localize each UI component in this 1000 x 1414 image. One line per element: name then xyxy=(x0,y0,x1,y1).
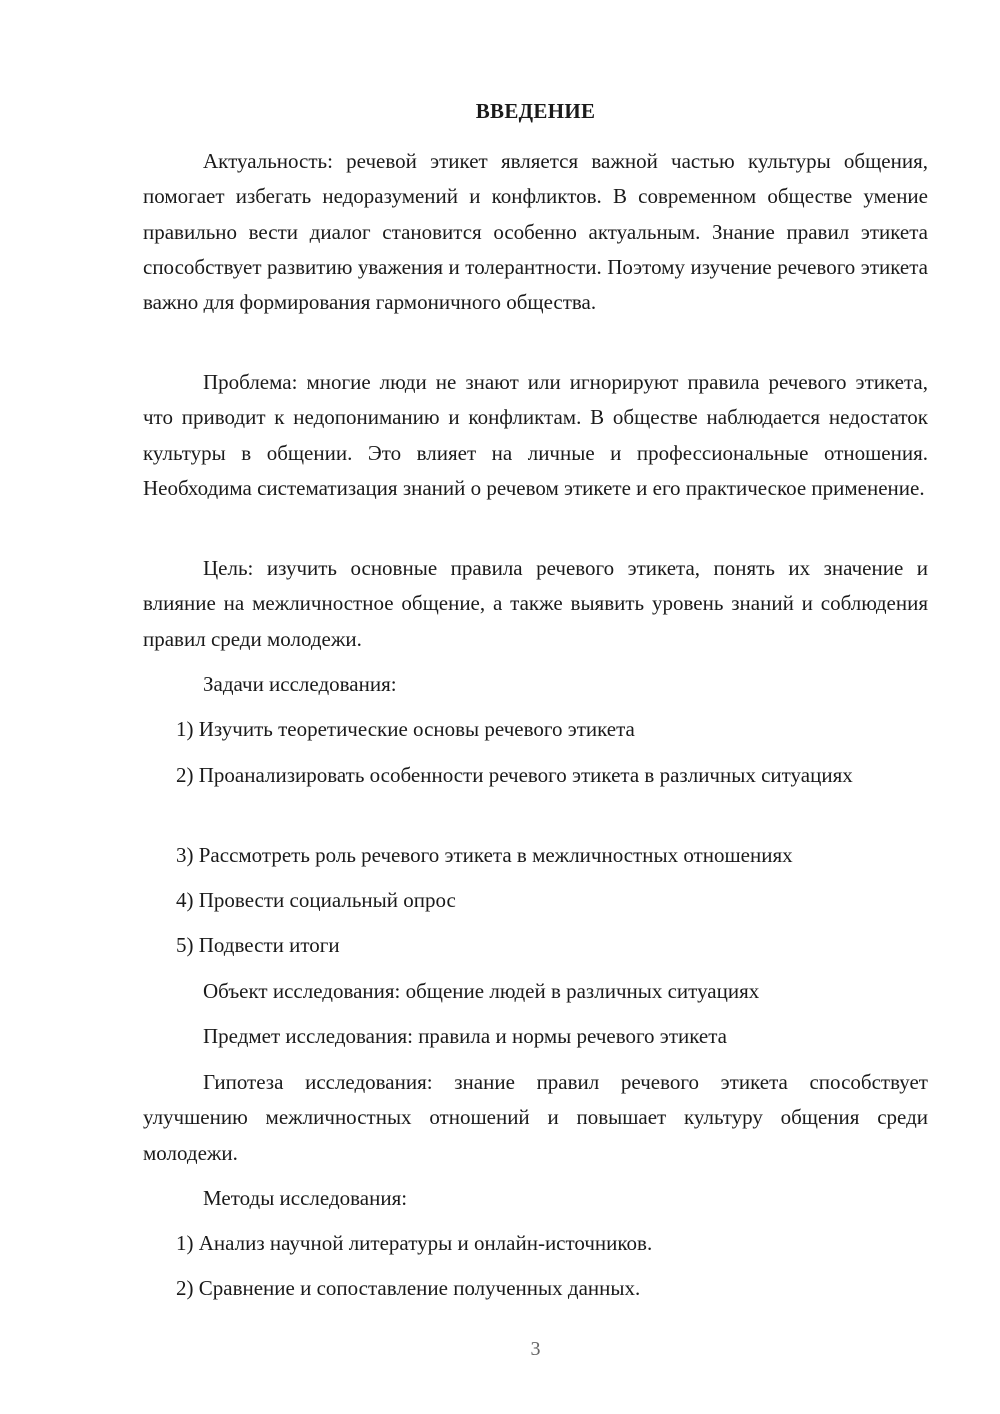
methods-heading: Методы исследования: xyxy=(203,1186,408,1210)
section-title: ВВЕДЕНИЕ xyxy=(475,99,596,123)
method-item-1: 1) Анализ научной литературы и онлайн-источников. xyxy=(176,1231,653,1255)
task-item-1: 1) Изучить теоретические основы речевого этикета xyxy=(176,717,635,741)
tasks-heading: Задачи исследования: xyxy=(203,672,397,696)
task-item-5: 5) Подвести итоги xyxy=(176,933,340,957)
page-number: 3 xyxy=(530,1338,541,1360)
problem-paragraph: Проблема: многие люди не знают или игнорируют правила речевого этикета, что приводит к недопониманию и конфликтам. В обществе наблюдается недостаток культуры в общении. Это влияет на личные и профессиональные отношения. Необходима систематизация знаний о речевом этикете и его практическое применение. xyxy=(143,370,928,500)
research-object: Объект исследования: общение людей в различных ситуациях xyxy=(203,979,760,1003)
research-hypothesis: Гипотеза исследования: знание правил речевого этикета способствует улучшению межличностных отношений и повышает культуру общения среди молодежи. xyxy=(143,1070,928,1165)
document-page xyxy=(143,0,928,1414)
task-item-4: 4) Провести социальный опрос xyxy=(176,888,456,912)
task-item-3: 3) Рассмотреть роль речевого этикета в межличностных отношениях xyxy=(176,843,793,867)
research-subject: Предмет исследования: правила и нормы речевого этикета xyxy=(203,1024,727,1048)
method-item-2: 2) Сравнение и сопоставление полученных данных. xyxy=(176,1276,641,1300)
goal-paragraph: Цель: изучить основные правила речевого этикета, понять их значение и влияние на межличностное общение, а также выявить уровень знаний и соблюдения правил среди молодежи. xyxy=(143,556,928,651)
task-item-2: 2) Проанализировать особенности речевого этикета в различных ситуациях xyxy=(176,763,853,787)
relevance-paragraph: Актуальность: речевой этикет является важной частью культуры общения, помогает избегать недоразумений и конфликтов. В современном обществе умение правильно вести диалог становится особенно актуальным. Знание правил этикета способствует развитию уважения и толерантности. Поэтому изучение речевого этикета важно для формирования гармоничного общества. xyxy=(143,149,928,315)
